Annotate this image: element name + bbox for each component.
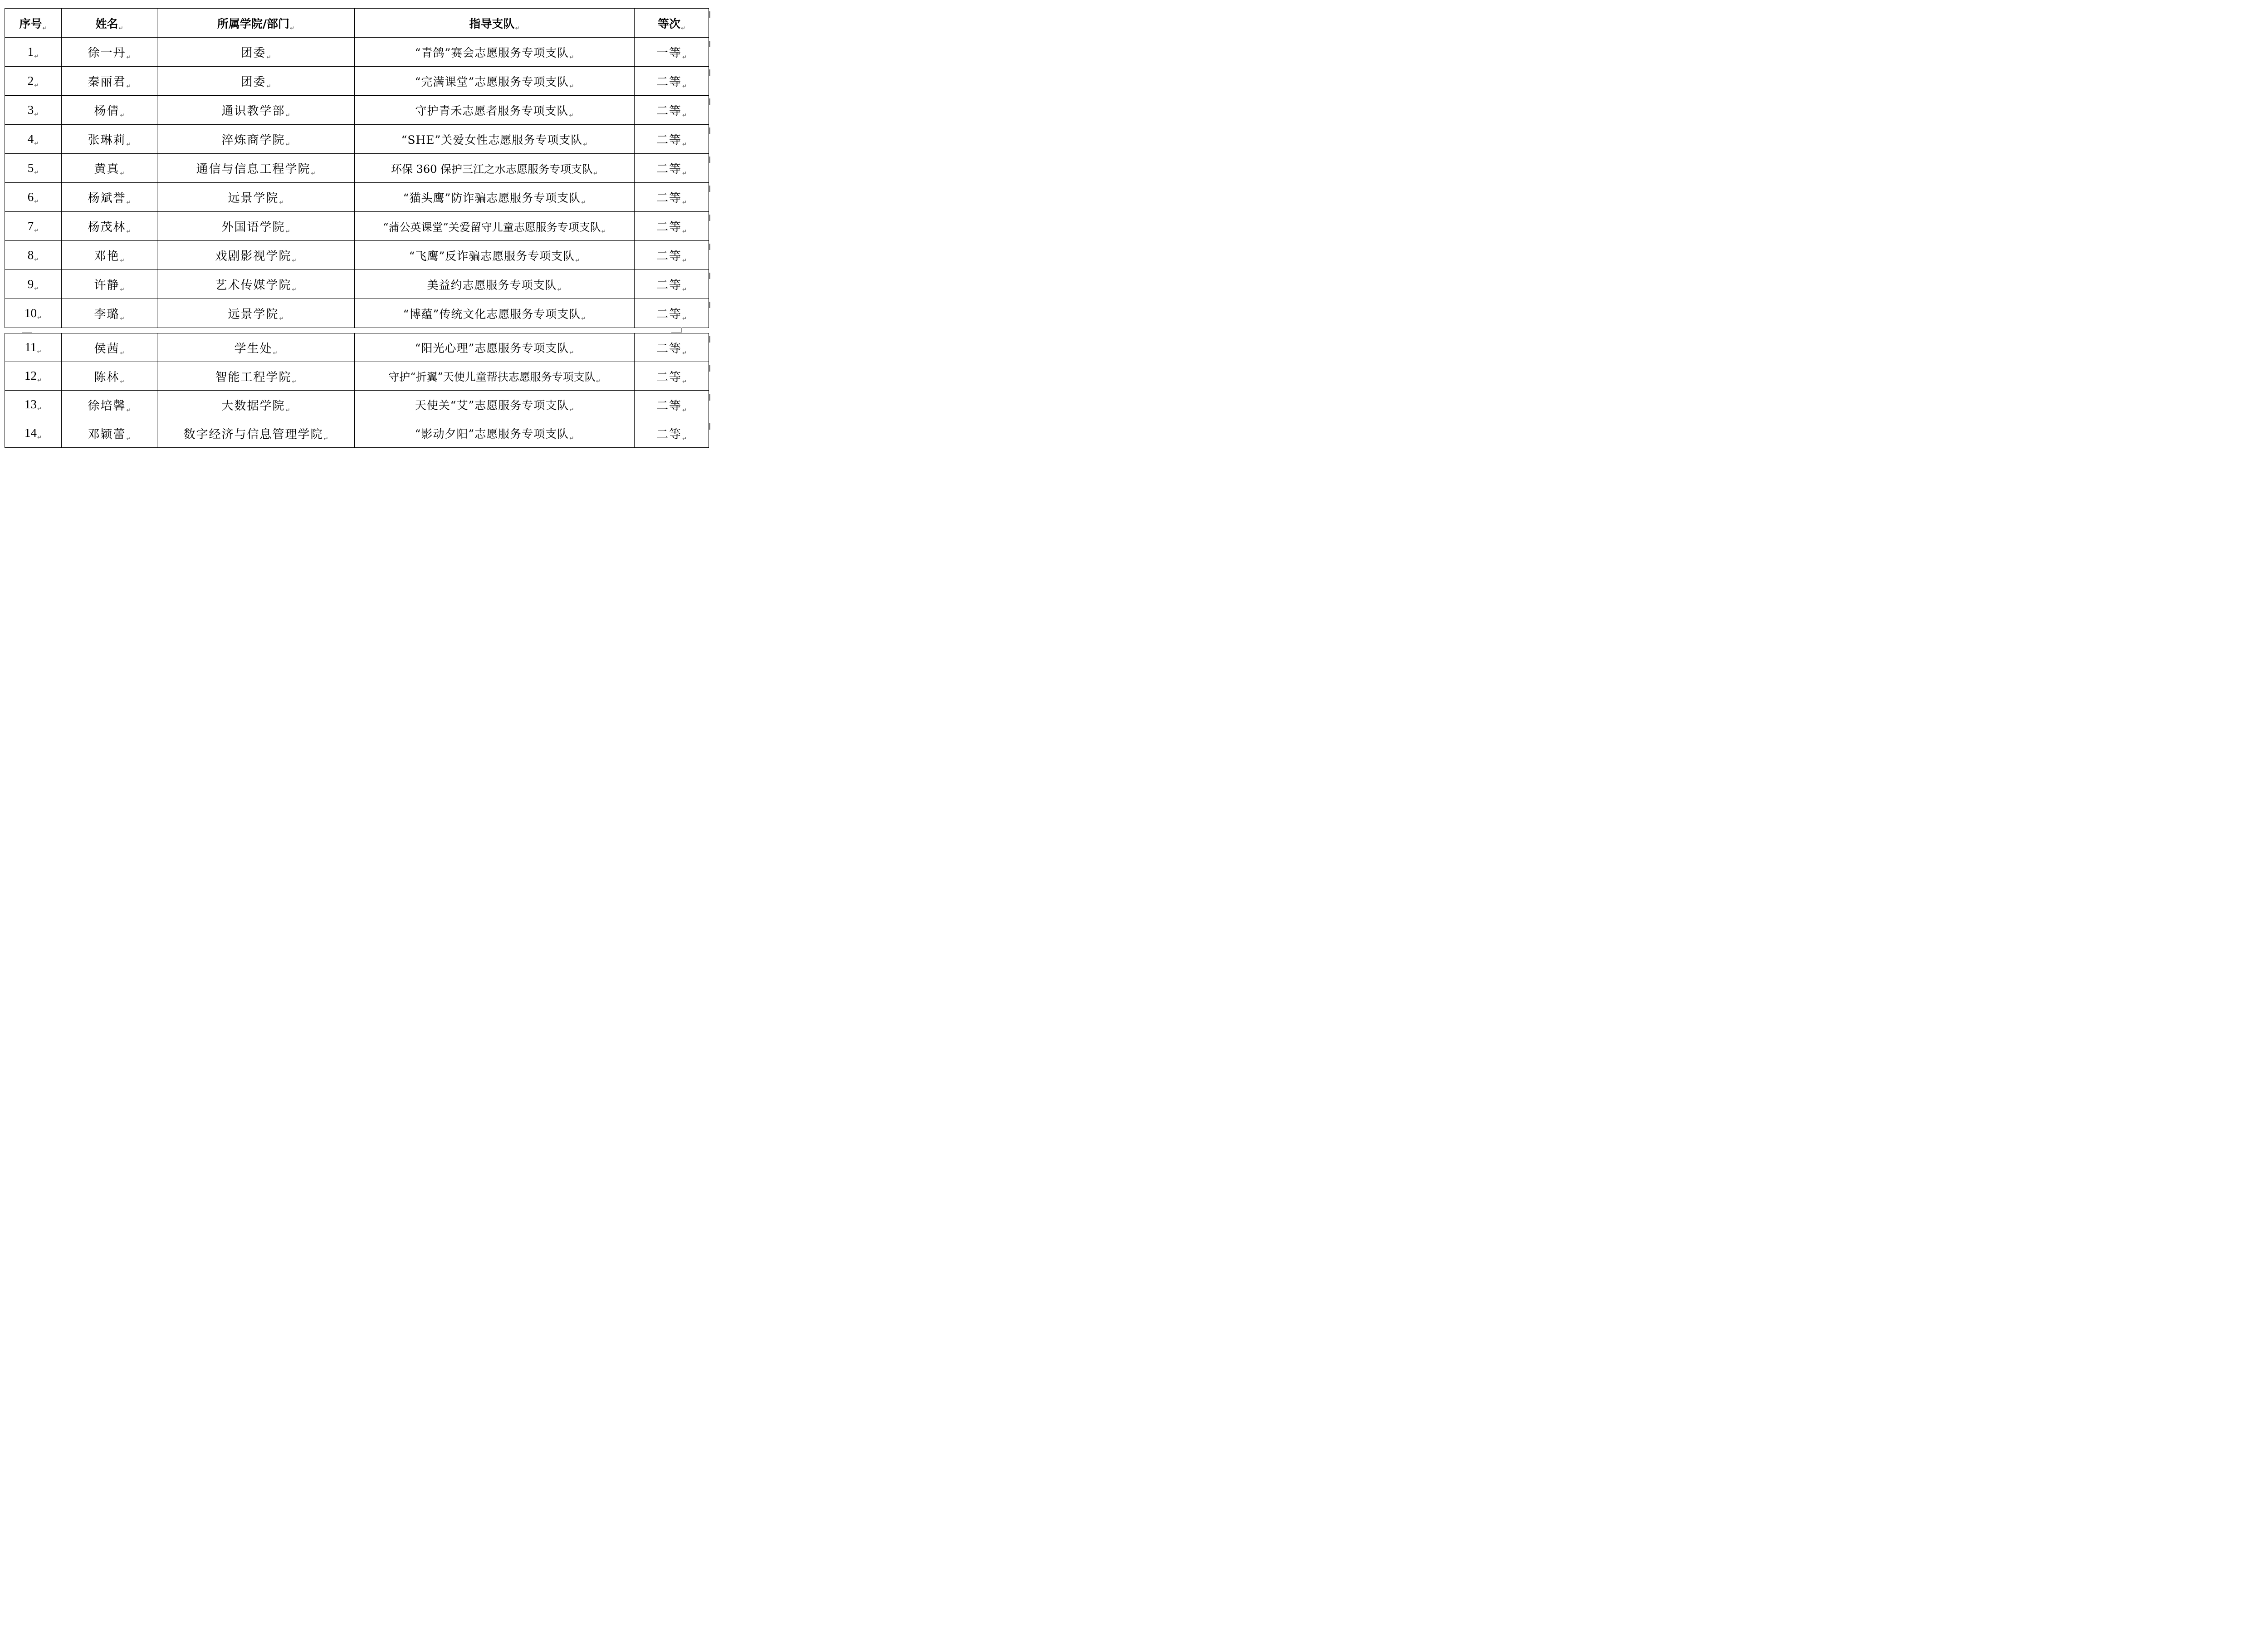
cell-department: 艺术传媒学院↵ — [157, 270, 355, 299]
cell-department: 淬炼商学院↵ — [157, 125, 355, 154]
table-row — [5, 333, 709, 362]
edge-tick — [709, 157, 710, 163]
cell-name: 许静↵ — [62, 270, 157, 299]
cell-department: 通识教学部↵ — [157, 96, 355, 125]
header-level: 等次$_↵$ — [635, 9, 709, 38]
cell-department: 团委↵ — [157, 38, 355, 67]
cell-index: 2↵ — [5, 67, 62, 96]
cell-index: 3↵ — [5, 96, 62, 125]
table-row — [5, 183, 709, 212]
cell-team: “青鸽”赛会志愿服务专项支队↵ — [355, 38, 635, 67]
table-break-marker-left — [22, 328, 32, 333]
cell-index: 7↵ — [5, 212, 62, 241]
table-row — [5, 419, 709, 448]
cell-index: 5↵ — [5, 154, 62, 183]
cell-level: 二等↵ — [635, 96, 709, 125]
cell-level: 二等↵ — [635, 154, 709, 183]
cell-name: 杨倩↵ — [62, 96, 157, 125]
cell-name: 杨茂林↵ — [62, 212, 157, 241]
table-row — [5, 96, 709, 125]
cell-team: 美益约志愿服务专项支队↵ — [355, 270, 635, 299]
cell-team: “飞鹰”反诈骗志愿服务专项支队↵ — [355, 241, 635, 270]
edge-tick — [709, 244, 710, 250]
awards-table-part-1 — [5, 8, 709, 328]
cell-level: 二等↵ — [635, 299, 709, 328]
cell-level: 二等↵ — [635, 391, 709, 419]
cell-index: 10↵ — [5, 299, 62, 328]
table-row — [5, 391, 709, 419]
cell-level: 二等↵ — [635, 270, 709, 299]
edge-tick — [709, 69, 710, 76]
cell-team: 守护“折翼”天使儿童帮扶志愿服务专项支队↵ — [355, 362, 635, 391]
cell-name: 李璐↵ — [62, 299, 157, 328]
table-row — [5, 270, 709, 299]
cell-department: 通信与信息工程学院↵ — [157, 154, 355, 183]
cell-index: 9↵ — [5, 270, 62, 299]
table-row — [5, 299, 709, 328]
cell-team: 守护青禾志愿者服务专项支队↵ — [355, 96, 635, 125]
cell-level: 一等↵ — [635, 38, 709, 67]
cell-department: 智能工程学院↵ — [157, 362, 355, 391]
edge-tick — [709, 215, 710, 221]
table-row — [5, 38, 709, 67]
cell-team: “猫头鹰”防诈骗志愿服务专项支队↵ — [355, 183, 635, 212]
cell-team: 天使关“艾”志愿服务专项支队↵ — [355, 391, 635, 419]
cell-name: 秦丽君↵ — [62, 67, 157, 96]
cell-name: 张琳莉↵ — [62, 125, 157, 154]
cell-name: 徐一丹↵ — [62, 38, 157, 67]
cell-department: 大数据学院↵ — [157, 391, 355, 419]
header-index: 序号$_↵$ — [5, 9, 62, 38]
cell-department: 远景学院↵ — [157, 299, 355, 328]
cell-level: 二等↵ — [635, 183, 709, 212]
cell-level: 二等↵ — [635, 419, 709, 448]
cell-department: 戏剧影视学院↵ — [157, 241, 355, 270]
edge-tick — [709, 41, 710, 47]
cell-team: “博蕴”传统文化志愿服务专项支队↵ — [355, 299, 635, 328]
cell-index: 13↵ — [5, 391, 62, 419]
cell-department: 团委↵ — [157, 67, 355, 96]
cell-index: 14↵ — [5, 419, 62, 448]
table-row — [5, 212, 709, 241]
table-row — [5, 125, 709, 154]
cell-name: 陈林↵ — [62, 362, 157, 391]
cell-name: 徐培馨↵ — [62, 391, 157, 419]
cell-level: 二等↵ — [635, 125, 709, 154]
table-row — [5, 362, 709, 391]
cell-department: 远景学院↵ — [157, 183, 355, 212]
edge-tick — [709, 394, 710, 401]
header-name: 姓名$_↵$ — [62, 9, 157, 38]
table-row — [5, 67, 709, 96]
cell-index: 4↵ — [5, 125, 62, 154]
edge-tick — [709, 11, 710, 18]
cell-level: 二等↵ — [635, 333, 709, 362]
edge-tick — [709, 186, 710, 192]
table-row — [5, 154, 709, 183]
cell-index: 1↵ — [5, 38, 62, 67]
header-department: 所属学院/部门$_↵$ — [157, 9, 355, 38]
cell-index: 11↵ — [5, 333, 62, 362]
cell-department: 外国语学院↵ — [157, 212, 355, 241]
edge-tick — [709, 365, 710, 372]
table-header-row — [5, 9, 709, 38]
cell-level: 二等↵ — [635, 362, 709, 391]
cell-name: 邓艳↵ — [62, 241, 157, 270]
cell-team: “SHE”关爱女性志愿服务专项支队↵ — [355, 125, 635, 154]
cell-index: 6↵ — [5, 183, 62, 212]
cell-team: “完满课堂”志愿服务专项支队↵ — [355, 67, 635, 96]
cell-name: 黄真↵ — [62, 154, 157, 183]
awards-table-part-2 — [5, 333, 709, 448]
edge-tick — [709, 423, 710, 430]
cell-level: 二等↵ — [635, 212, 709, 241]
cell-team: “蒲公英课堂”关爱留守儿童志愿服务专项支队↵ — [355, 212, 635, 241]
cell-department: 数字经济与信息管理学院↵ — [157, 419, 355, 448]
edge-tick — [709, 336, 710, 343]
cell-team: “阳光心理”志愿服务专项支队↵ — [355, 333, 635, 362]
cell-name: 侯茜↵ — [62, 333, 157, 362]
table-row — [5, 241, 709, 270]
table-break-marker-right — [671, 328, 682, 333]
cell-index: 12↵ — [5, 362, 62, 391]
cell-level: 二等↵ — [635, 241, 709, 270]
edge-tick — [709, 127, 710, 134]
header-team: 指导支队$_↵$ — [355, 9, 635, 38]
cell-team: “影动夕阳”志愿服务专项支队↵ — [355, 419, 635, 448]
cell-index: 8↵ — [5, 241, 62, 270]
cell-name: 邓颖蕾↵ — [62, 419, 157, 448]
cell-department: 学生处↵ — [157, 333, 355, 362]
cell-name: 杨斌誉↵ — [62, 183, 157, 212]
edge-tick — [709, 302, 710, 308]
cell-team: 环保 360 保护三江之水志愿服务专项支队↵ — [355, 154, 635, 183]
edge-tick — [709, 98, 710, 105]
edge-tick — [709, 273, 710, 279]
cell-level: 二等↵ — [635, 67, 709, 96]
